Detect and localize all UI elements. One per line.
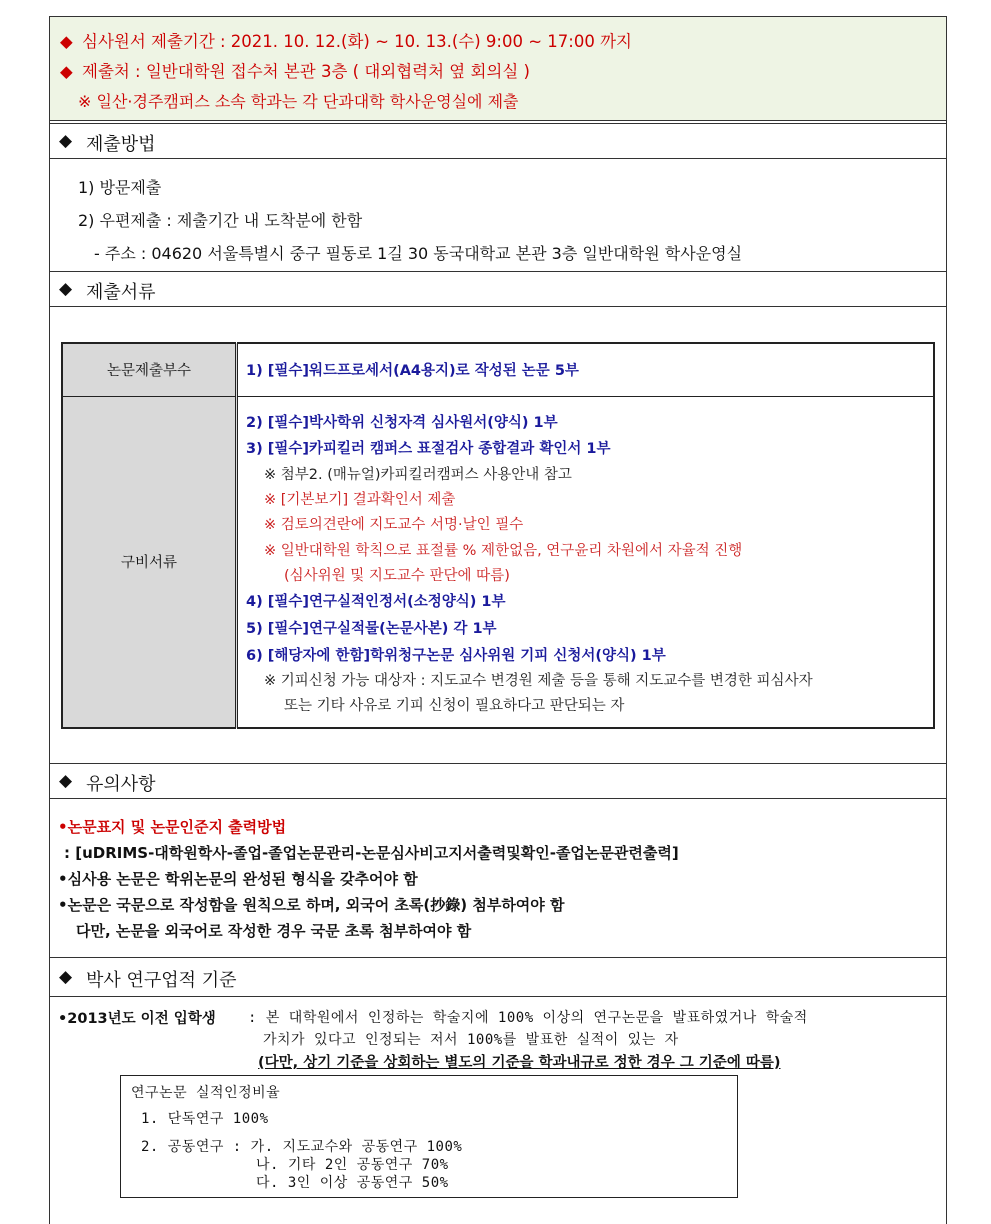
note-item: •심사용 논문은 학위논문의 완성된 형식을 갖추어야 함	[58, 870, 418, 888]
diamond-icon: ◆	[59, 279, 73, 299]
doc-note: ※ 일반대학원 학칙으로 표절률 % 제한없음, 연구윤리 차원에서 자율적 진행	[264, 542, 743, 559]
diamond-icon: ◆	[59, 131, 73, 151]
doc-line: 6) [해당자에 한함]학위청구논문 심사위원 기피 신청서(양식) 1부	[246, 647, 666, 664]
table-row	[62, 343, 934, 396]
section-header-method: ◆ 제출방법	[50, 123, 946, 159]
ratio-line: 나. 기타 2인 공동연구 70%	[256, 1157, 449, 1173]
doc-note: ※ 첨부2. (매뉴얼)카피킬러캠퍼스 사용안내 참고	[264, 466, 572, 483]
note-item: •논문표지 및 논문인준지 출력방법	[58, 818, 287, 836]
section-header-notes: ◆ 유의사항	[50, 763, 946, 799]
note-item: •논문은 국문으로 작성함을 원칙으로 하며, 외국어 초록(抄錄) 첨부하여야 함	[58, 896, 565, 914]
method-item: 1) 방문제출	[78, 178, 162, 197]
doc-line: 2) [필수]박사학위 신청자격 심사원서(양식) 1부	[246, 414, 558, 431]
notice-place: ◆ 제출처 : 일반대학원 접수처 본관 3층 ( 대외협력처 옆 회의실 )	[60, 62, 530, 81]
ratio-line: 1. 단독연구 100%	[141, 1111, 269, 1127]
notice-box	[50, 17, 946, 121]
note-item: : [uDRIMS-대학원학사-졸업-졸업논문관리-논문심사비고지서출력및확인-졸업논문관련출력]	[64, 844, 679, 862]
document-frame	[49, 16, 947, 1224]
diamond-icon: ◆	[60, 32, 73, 51]
research-exception: (다만, 상기 기준을 상회하는 별도의 기준을 학과내규로 정한 경우 그 기준에 따름)	[258, 1055, 781, 1071]
label-required-docs: 구비서류	[62, 396, 237, 728]
required-docs-list	[237, 396, 935, 728]
diamond-icon: ◆	[60, 62, 73, 81]
section-header-research: ◆ 박사 연구업적 기준	[50, 957, 946, 997]
diamond-icon: ◆	[59, 771, 73, 791]
doc-note: ※ [기본보기] 결과확인서 제출	[264, 491, 456, 508]
research-lead: •2013년도 이전 입학생	[58, 1011, 216, 1027]
research-desc: 가치가 있다고 인정되는 저서 100%를 발표한 실적이 있는 자	[263, 1032, 679, 1048]
doc-note: 또는 기타 사유로 기피 신청이 필요하다고 판단되는 자	[284, 697, 625, 714]
doc-line: 5) [필수]연구실적물(논문사본) 각 1부	[246, 620, 497, 637]
doc-note: ※ 기피신청 가능 대상자 : 지도교수 변경원 제출 등을 통해 지도교수를 변경한 피심사자	[264, 672, 813, 689]
table-row	[62, 396, 934, 728]
ratio-line: 2. 공동연구 : 가. 지도교수와 공동연구 100%	[141, 1139, 463, 1155]
ratio-title: 연구논문 실적인정비율	[131, 1085, 281, 1101]
section-header-docs: ◆ 제출서류	[50, 271, 946, 307]
research-desc: : 본 대학원에서 인정하는 학술지에 100% 이상의 연구논문을 발표하였거나 학술적	[248, 1010, 808, 1026]
copies-value: 1) [필수]워드프로세서(A4용지)로 작성된 논문 5부	[237, 343, 935, 396]
documents-table	[61, 342, 935, 729]
doc-note: (심사위원 및 지도교수 판단에 따름)	[284, 567, 510, 584]
method-address: - 주소 : 04620 서울특별시 중구 필동로 1길 30 동국대학교 본관 3층 일반대학원 학사운영실	[94, 244, 743, 263]
doc-note: ※ 검토의견란에 지도교수 서명·날인 필수	[264, 516, 524, 533]
diamond-icon: ◆	[59, 967, 73, 987]
ratio-line: 다. 3인 이상 공동연구 50%	[256, 1175, 449, 1191]
method-item: 2) 우편제출 : 제출기간 내 도착분에 한함	[78, 211, 363, 230]
note-item: 다만, 논문을 외국어로 작성한 경우 국문 초록 첨부하여야 함	[76, 922, 472, 940]
doc-line: 4) [필수]연구실적인정서(소정양식) 1부	[246, 593, 506, 610]
ratio-box	[120, 1075, 738, 1198]
doc-line: 3) [필수]카피킬러 캠퍼스 표절검사 종합결과 확인서 1부	[246, 440, 611, 457]
label-copies: 논문제출부수	[62, 343, 237, 396]
notice-campus: ※ 일산·경주캠퍼스 소속 학과는 각 단과대학 학사운영실에 제출	[78, 92, 519, 111]
notice-period: ◆ 심사원서 제출기간 : 2021. 10. 12.(화) ~ 10. 13.(수) 9:00 ~ 17:00 까지	[60, 32, 632, 51]
